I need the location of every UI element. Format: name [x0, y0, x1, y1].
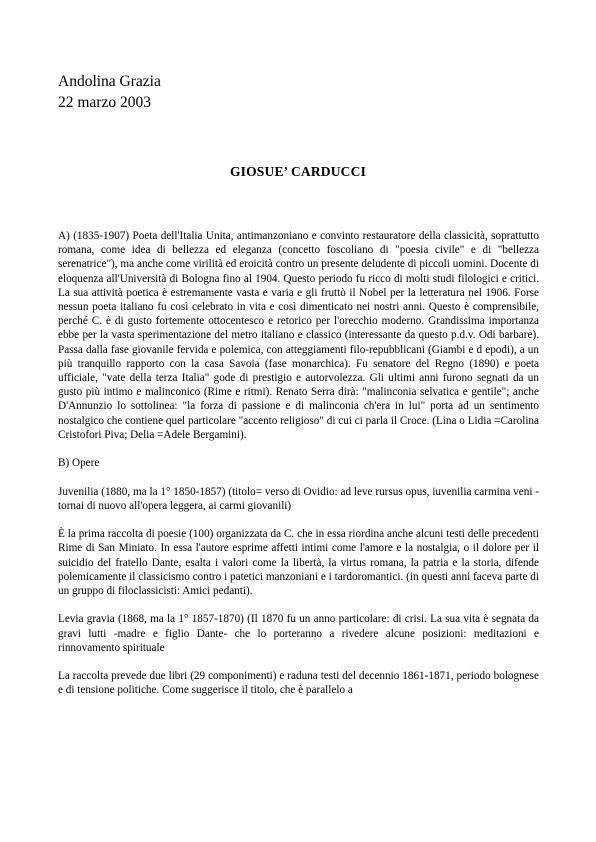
paragraph-juvenilia-description: È la prima raccolta di poesie (100) organizzata da C. che in essa riordina anche alcuni testi delle precedenti Rime di San Miniato. In essa l'autore esprime affetti intimi come l'amore e la nostalgia, o il dolore per il suicidio del fratello Dante, esalta i valori come la libertà, la virtus romana, la patria e la storia, difende polemicamente il classicismo contro i patetici manzoniani e i tardoromantici. (in questi anni faceva parte di un gruppo di filoclassicisti: Amici pedanti). — [58, 528, 539, 598]
paragraph-levia-gravia-description: La raccolta prevede due libri (29 componimenti) e raduna testi del decennio 1861-1871, periodo bolognese e di tensione politiche. Come suggerisce il titolo, che è parallelo a — [58, 670, 539, 697]
paragraph-biography: A) (1835-1907) Poeta dell'Italia Unita, antimanzoniano e convinto restauratore della classicità, soprattutto romana, come idea di bellezza ed eleganza (concetto foscoliano di "poesia civile" e di "bellezza serenatrice"), ma anche come virilità ed eroicità contro un presente deludente di piccoli uomini. Docente di eloquenza all'Università di Bologna fino al 1904. Questo periodo fu ricco di molti studi filologici e critici. La sua attività poetica è estremamente vasta e varia e gli fruttò il Nobel per la letteratura nel 1906. Forse nessun poeta italiano fu così celebrato in vita e così dimenticato nei nostri anni. Questo è comprensibile, perché C. è di gusto fortemente ottocentesco e retorico per l'orecchio moderno. Grandissima importanza ebbe per la vasta sperimentazione del metro italiano e classico (interessante da questo p.d.v. Odi barbare). Passa dalla fase giovanile fervida e polemica, con atteggiamenti filo-repubblicani (Giambi e d epodi), a un più tranquillo rapporto con la casa Savoia (fase monarchica). Fu senatore del Regno (1890) e poeta ufficiale, "vate della terza Italia" gode di prestigio e autorvolezza. Gli ultimi anni furono segnati da un gusto più intimo e malinconico (Rime e ritmi). Renato Serra dirà: "malinconia selvatica e gentile"; anche D'Annunzio lo sottolinea: "la forza di passione e di malinconia ch'era in lui" porta ad un sentimento nostalgico che contiene quel particolare "accento religioso" di cui ci parla il Croce. (Lina o Lidia =Carolina Cristofori Piva; Delia =Adele Bergamini). — [58, 230, 539, 441]
paragraph-levia-gravia-title: Levia gravia (1868, ma la 1° 1857-1870) (Il 1870 fu un anno particolare: di crisi. La sua vita è segnata da gravi lutti -madre e figlio Dante- che lo porteranno a rivedere alcune posizioni: meditazioni e rinnovamento spirituale — [58, 613, 539, 654]
document-body — [58, 229, 539, 712]
section-heading-opere: B) Opere — [58, 457, 100, 470]
document-title: GIOSUE’ CARDUCCI — [229, 164, 367, 179]
author-name: Andolina Grazia — [58, 73, 161, 90]
document-date: 22 marzo 2003 — [58, 94, 151, 111]
paragraph-juvenilia-title: Juvenilia (1880, ma la 1° 1850-1857) (titolo= verso di Ovidio: ad leve rursus opus, iuvenilia carmina veni -tornai di nuovo all'opera leggera, ai carmi giovanili) — [58, 485, 539, 512]
